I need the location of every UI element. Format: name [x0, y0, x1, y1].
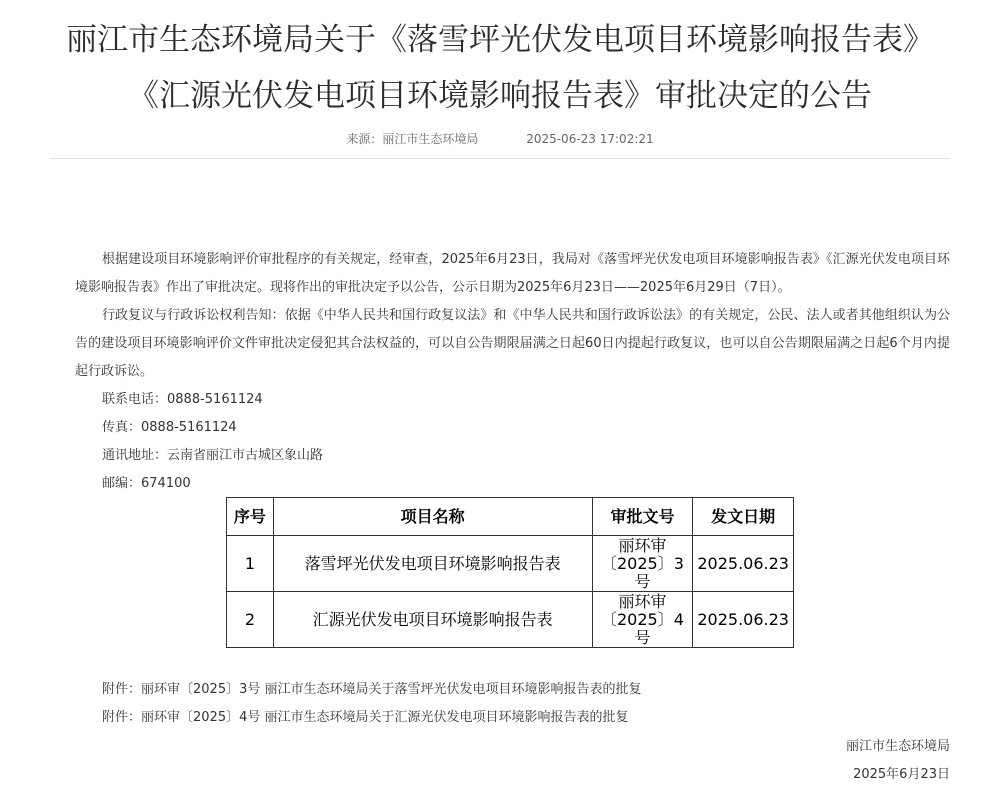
cell-no: 2: [227, 592, 274, 648]
title-divider: [50, 158, 950, 159]
attachments-list: [102, 676, 642, 732]
cell-no: 1: [227, 536, 274, 592]
body-paragraph-rights: 行政复议与行政诉讼权利告知：依据《中华人民共和国行政复议法》和《中华人民共和国行政诉讼法》的有关规定，公民、法人或者其他组织认为公告的建设项目环境影响评价文件审批决定侵犯其合法权益的，可以自公告期限届满之日起60日内提起行政复议，也可以自公告期限届满之日起6个月内提起行政诉讼。: [75, 308, 950, 379]
article-source: 来源：丽江市生态环境局: [346, 132, 479, 146]
article-title: 丽江市生态环境局关于《落雪坪光伏发电项目环境影响报告表》《汇源光伏发电项目环境影响报告表》审批决定的公告: [66, 22, 934, 114]
attachment-link[interactable]: 附件：丽环审〔2025〕3号 丽江市生态环境局关于落雪坪光伏发电项目环境影响报告表的批复: [102, 682, 642, 697]
article-meta: [50, 130, 950, 147]
cell-issue-date: 2025.06.23: [693, 592, 794, 648]
article-body: [75, 246, 950, 498]
article-datetime: 2025-06-23 17:02:21: [526, 132, 654, 146]
contact-phone: 联系电话：0888-5161124: [102, 392, 263, 407]
cell-approval-number: 丽环审〔2025〕4号: [592, 592, 693, 648]
table-row: [227, 536, 794, 592]
header-issue-date: 发文日期: [693, 498, 794, 536]
header-approval-number: 审批文号: [592, 498, 693, 536]
signature-date: 2025年6月23日: [853, 767, 950, 782]
cell-project-name: 落雪坪光伏发电项目环境影响报告表: [273, 536, 592, 592]
table-row: [227, 592, 794, 648]
cell-approval-number: 丽环审〔2025〕3号: [592, 536, 693, 592]
approval-table: [226, 497, 794, 648]
contact-address: 通讯地址：云南省丽江市古城区象山路: [102, 448, 324, 463]
header-no: 序号: [227, 498, 274, 536]
contact-postcode: 邮编：674100: [102, 476, 191, 491]
signature-block: [846, 733, 950, 789]
header-project-name: 项目名称: [273, 498, 592, 536]
cell-project-name: 汇源光伏发电项目环境影响报告表: [273, 592, 592, 648]
contact-fax: 传真：0888-5161124: [102, 420, 237, 435]
table-header-row: [227, 498, 794, 536]
body-paragraph-decision: 根据建设项目环境影响评价审批程序的有关规定，经审查，2025年6月23日，我局对《落雪坪光伏发电项目环境影响报告表》《汇源光伏发电项目环境影响报告表》作出了审批决定。现将作出的审批决定予以公告，公示日期为2025年6月23日——2025年6月29日（7日）。: [75, 252, 950, 295]
attachment-link[interactable]: 附件：丽环审〔2025〕4号 丽江市生态环境局关于汇源光伏发电项目环境影响报告表的批复: [102, 710, 629, 725]
signature-org: 丽江市生态环境局: [845, 739, 950, 754]
cell-issue-date: 2025.06.23: [693, 536, 794, 592]
